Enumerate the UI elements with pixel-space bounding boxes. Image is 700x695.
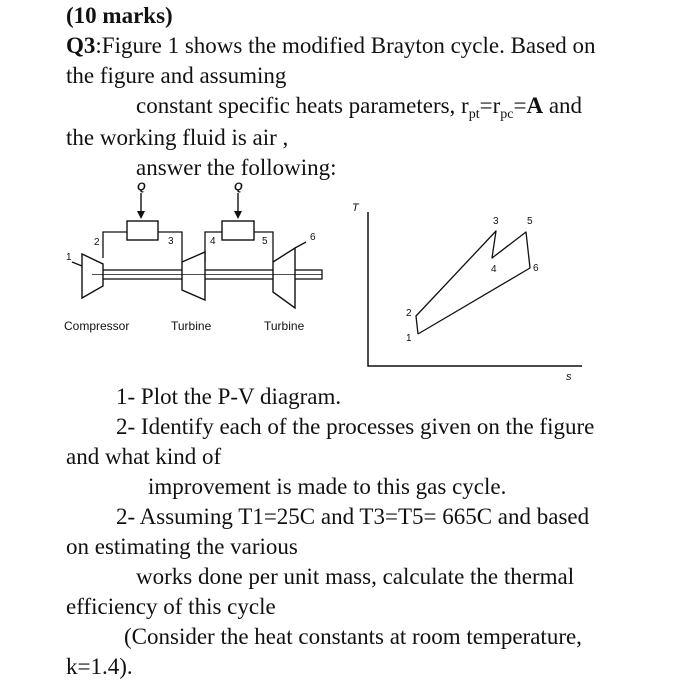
heater-2 bbox=[222, 221, 254, 240]
state-2: 2 bbox=[94, 237, 100, 248]
task-1: 1- Plot the P-V diagram. bbox=[116, 384, 342, 409]
q3-eq1: =r bbox=[479, 93, 501, 118]
inlet-1 bbox=[72, 262, 82, 266]
task-3-line-1: 2- Assuming T1=25C and T3=T5= 665C and based bbox=[116, 504, 590, 529]
q3-eq2: = bbox=[513, 93, 527, 118]
question-line-5: answer the following: bbox=[136, 155, 337, 180]
question-line-4: the working fluid is air , bbox=[66, 125, 289, 150]
task-2-line-2: and what kind of bbox=[66, 444, 222, 469]
ts-cycle-path bbox=[416, 231, 530, 334]
ts-state-6: 6 bbox=[533, 263, 539, 274]
state-4: 4 bbox=[210, 236, 216, 247]
ts-state-4: 4 bbox=[491, 264, 497, 275]
label-turbine-2: Turbine bbox=[264, 319, 305, 333]
ts-axis-T: T bbox=[352, 202, 359, 214]
task-3-line-2: on estimating the various bbox=[66, 534, 298, 559]
task-2-line-1: 2- Identify each of the processes given on the figure bbox=[116, 414, 595, 439]
duct-2 bbox=[103, 232, 127, 258]
q3-pre: constant specific heats parameters, r bbox=[136, 93, 469, 118]
task-4-line-1: (Consider the heat constants at room temperature, bbox=[124, 624, 582, 649]
state-1: 1 bbox=[66, 252, 72, 263]
task-3-line-4: efficiency of this cycle bbox=[66, 594, 276, 619]
heat-label-1: Q bbox=[137, 181, 146, 193]
question-line-2: the figure and assuming bbox=[66, 63, 287, 88]
heat-label-2: Q bbox=[234, 181, 243, 193]
exhaust-6 bbox=[295, 242, 306, 248]
ts-state-1: 1 bbox=[406, 333, 412, 344]
task-3-line-3: works done per unit mass, calculate the thermal bbox=[136, 564, 575, 589]
ts-state-2: 2 bbox=[406, 308, 412, 319]
state-6: 6 bbox=[310, 232, 316, 243]
q3-param-A: A bbox=[526, 93, 544, 118]
q3-sub-pt: pt bbox=[468, 107, 480, 122]
heater-1 bbox=[127, 221, 158, 240]
question-label: Q3 bbox=[66, 33, 96, 58]
ts-axes bbox=[368, 212, 582, 366]
ts-axis-s: s bbox=[566, 371, 572, 383]
q3-sub-pc: pc bbox=[500, 107, 514, 122]
heat-arrowhead-2 bbox=[234, 211, 242, 219]
task-4-line-2: k=1.4). bbox=[66, 654, 133, 679]
task-2-line-3: improvement is made to this gas cycle. bbox=[148, 474, 507, 499]
turbine-2 bbox=[273, 248, 295, 308]
marks-heading: (10 marks) bbox=[66, 3, 173, 28]
ts-state-3: 3 bbox=[493, 216, 499, 227]
heat-arrowhead-1 bbox=[137, 211, 145, 219]
state-5: 5 bbox=[262, 236, 268, 247]
compressor bbox=[82, 254, 103, 298]
ts-state-5: 5 bbox=[527, 216, 533, 227]
question-line-1-text: :Figure 1 shows the modified Brayton cycle. Based on bbox=[95, 33, 596, 58]
state-3: 3 bbox=[168, 236, 174, 247]
turbine-1 bbox=[182, 252, 205, 300]
label-turbine-1: Turbine bbox=[171, 319, 212, 333]
label-compressor: Compressor bbox=[64, 319, 130, 333]
q3-post: and bbox=[543, 93, 583, 118]
